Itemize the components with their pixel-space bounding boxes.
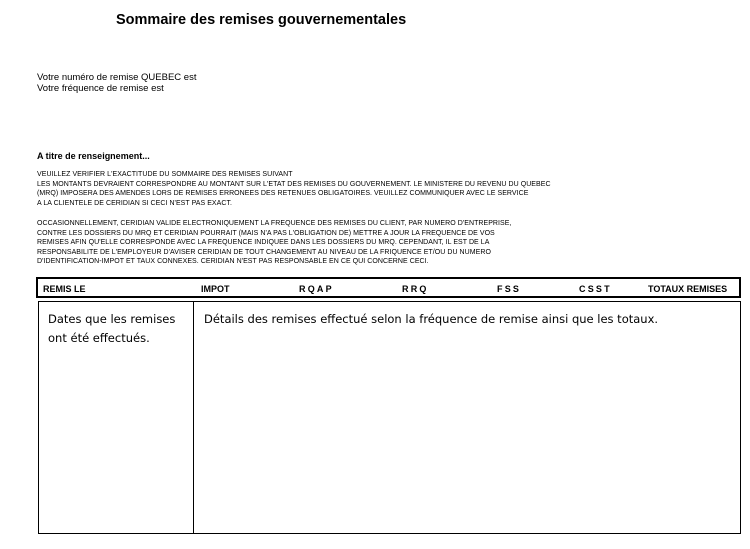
- remittance-number-line: Votre numéro de remise QUEBEC est: [37, 72, 197, 83]
- column-header-fss: FSS: [497, 284, 522, 294]
- column-header-impot: IMPOT: [201, 284, 230, 294]
- notice-line: VEUILLEZ VERIFIER L'EXACTITUDE DU SOMMAIRE DES REMISES SUIVANT: [37, 171, 293, 178]
- notice-paragraph-1: [37, 170, 551, 208]
- remittance-info: [37, 72, 196, 94]
- remittance-frequency-line: Votre fréquence de remise est: [37, 83, 164, 94]
- page-title: Sommaire des remises gouvernementales: [116, 12, 407, 28]
- column-header-csst: CSST: [579, 284, 612, 294]
- notice-line: (MRQ) IMPOSERA DES AMENDES LORS DE REMISES ERRONEES DES RETENUES OBLIGATOIRES. VEUILLEZ COMMUNIQUER AVEC LE SERVICE: [37, 190, 529, 198]
- notice-paragraph-2: [37, 219, 511, 267]
- details-note: Détails des remises effectué selon la fréquence de remise ainsi que les totaux.: [204, 312, 659, 326]
- column-header-rqap: RQAP: [299, 284, 334, 294]
- notice-line: LES MONTANTS DEVRAIENT CORRESPONDRE AU MONTANT SUR L'ETAT DES REMISES DU GOUVERNEMENT. LE MINISTERE DU REVENU DU QUEBEC: [37, 180, 551, 188]
- notice-line: A LA CLIENTELE DE CERIDIAN SI CECI N'EST PAS EXACT.: [37, 199, 233, 207]
- column-header-remis-le: REMIS LE: [43, 284, 86, 294]
- notice-line: CONTRE LES DOSSIERS DU MRQ ET CERIDIAN POURRAIT (MAIS N'A PAS L'OBLIGATION DE) METTRE A JOUR LA FREQUENCE DE VOS: [37, 229, 495, 237]
- notice-line: REMISES AFIN QU'ELLE CORRESPONDE AVEC LA FREQUENCE INDIQUEE DANS LES DOSSIERS DU MRQ. CEPENDANT, IL EST DE LA: [37, 239, 490, 247]
- remittance-table-body: [38, 301, 741, 534]
- dates-note: Dates que les remises ont été effectués.: [48, 312, 176, 345]
- column-header-rrq: RRQ: [402, 284, 429, 294]
- notice-heading: A titre de renseignement...: [37, 151, 150, 161]
- notice-line: OCCASIONNELLEMENT, CERIDIAN VALIDE ELECTRONIQUEMENT LA FREQUENCE DES REMISES DU CLIENT, PAR NUMERO D'ENTREPRISE,: [37, 220, 512, 227]
- notice-line: RESPONSABILITE DE L'EMPLOYEUR D'AVISER CERIDIAN DE TOUT CHANGEMENT AU NIVEAU DE LA FRIQUENCE ET/OU DU NUMERO: [37, 248, 491, 256]
- notice-line: D'IDENTIFICATION-IMPOT ET TAUX CONNEXES. CERIDIAN N'EST PAS RESPONSABLE EN CE QUI CONCERNE CECI.: [37, 258, 429, 266]
- remittance-table-header: [36, 277, 741, 298]
- column-divider: [193, 302, 194, 533]
- column-header-totaux-remises: TOTAUX REMISES: [648, 284, 728, 294]
